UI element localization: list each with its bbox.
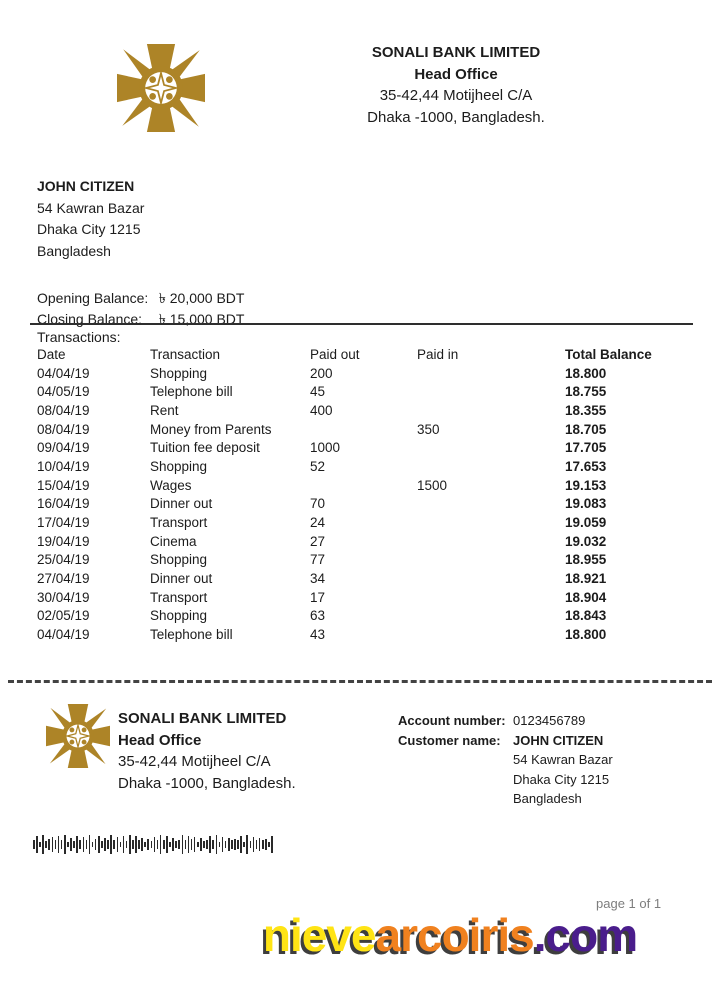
transactions-section-label: Transactions: <box>37 329 121 345</box>
barcode-bar <box>268 842 270 847</box>
table-cell: 17.653 <box>565 458 607 474</box>
table-cell: 19.153 <box>565 477 607 493</box>
table-cell: 25/04/19 <box>37 552 90 568</box>
table-cell: Dinner out <box>150 496 213 512</box>
table-cell: 18.755 <box>565 384 607 400</box>
barcode-bar <box>265 839 267 851</box>
barcode-bar <box>92 842 94 847</box>
table-cell <box>417 607 565 626</box>
barcode-bar <box>151 841 153 847</box>
table-cell: 17.705 <box>565 440 607 456</box>
table-cell <box>417 364 565 383</box>
transactions-table <box>37 345 679 644</box>
table-cell: 18.955 <box>565 552 607 568</box>
footer-bank-block <box>118 708 296 794</box>
barcode <box>33 835 291 854</box>
table-cell: Tuition fee deposit <box>150 440 260 456</box>
table-cell: Cinema <box>150 533 197 549</box>
barcode-bar <box>182 835 184 853</box>
table-row <box>37 569 679 588</box>
table-cell: 34 <box>310 571 326 587</box>
footer-account-values <box>513 711 613 809</box>
table-row <box>37 420 679 439</box>
table-cell <box>417 569 565 588</box>
barcode-bar <box>117 837 119 852</box>
table-cell <box>310 420 417 439</box>
barcode-bar <box>138 840 140 850</box>
account-number-label: Account number: <box>398 713 506 728</box>
closing-balance-value: ৳ 15,000 BDT <box>158 311 245 327</box>
table-row <box>37 551 679 570</box>
closing-balance-label: Closing Balance: <box>37 311 143 327</box>
barcode-bar <box>101 841 103 847</box>
barcode-bar <box>45 841 47 847</box>
table-row <box>37 513 679 532</box>
table-cell: 18.800 <box>565 365 607 381</box>
barcode-bar <box>76 836 78 853</box>
watermark-part-com: .com <box>533 909 638 961</box>
table-cell: Shopping <box>150 552 208 568</box>
bank-logo-small <box>46 704 110 768</box>
opening-balance-value: ৳ 20,000 BDT <box>158 290 245 306</box>
barcode-bar <box>212 840 214 850</box>
table-cell: 19.083 <box>565 496 607 512</box>
col-header-paid-in: Paid in <box>417 346 459 362</box>
table-cell: Telephone bill <box>150 627 233 643</box>
barcode-bar <box>178 840 180 848</box>
table-row <box>37 457 679 476</box>
closing-balance-row <box>37 309 244 330</box>
table-cell: Telephone bill <box>150 384 233 400</box>
bank-logo <box>116 44 206 132</box>
barcode-bar <box>147 839 149 851</box>
barcode-bar <box>52 837 54 852</box>
table-cell <box>417 382 565 401</box>
barcode-bar <box>206 840 208 848</box>
barcode-bar <box>237 840 239 850</box>
table-row <box>37 364 679 383</box>
barcode-bar <box>259 838 261 851</box>
barcode-bar <box>222 837 224 852</box>
barcode-bar <box>95 839 97 851</box>
bank-address-line1: 35-42,44 Motijheel C/A <box>379 87 533 104</box>
col-header-total-balance: Total Balance <box>565 346 652 362</box>
barcode-bar <box>61 840 63 848</box>
table-cell: 15/04/19 <box>37 477 90 493</box>
table-cell: 52 <box>310 458 326 474</box>
barcode-bar <box>172 838 174 851</box>
table-row <box>37 588 679 607</box>
col-header-paid-out: Paid out <box>310 346 360 362</box>
barcode-bar <box>83 837 85 852</box>
table-cell: 04/05/19 <box>37 384 90 400</box>
barcode-bar <box>243 842 245 847</box>
table-cell: 18.355 <box>565 402 607 418</box>
barcode-bar <box>175 841 177 847</box>
table-cell: 18.800 <box>565 627 607 643</box>
barcode-bar <box>253 837 255 852</box>
bank-office: Head Office <box>414 65 498 83</box>
opening-balance-label: Opening Balance: <box>37 290 149 306</box>
table-cell: 30/04/19 <box>37 589 90 605</box>
bank-header <box>296 42 616 128</box>
table-cell: 19/04/19 <box>37 533 90 549</box>
table-cell: Transport <box>150 515 208 531</box>
barcode-bar <box>89 835 91 853</box>
barcode-bar <box>141 838 143 851</box>
table-cell: Shopping <box>150 458 208 474</box>
table-cell: Rent <box>150 402 179 418</box>
watermark-part-arcoiris: arcoiris <box>375 909 534 961</box>
footer-bank-office: Head Office <box>118 731 202 749</box>
table-cell: 27/04/19 <box>37 571 90 587</box>
table-cell: 08/04/19 <box>37 402 90 418</box>
customer-address-line1: 54 Kawran Bazar <box>37 199 145 216</box>
barcode-bar <box>48 839 50 851</box>
barcode-bar <box>73 841 75 847</box>
table-cell: 19.032 <box>565 533 607 549</box>
table-cell: 18.843 <box>565 608 607 624</box>
footer-account-labels <box>398 711 506 750</box>
table-cell: Money from Parents <box>150 421 272 437</box>
footer-customer-address-line3: Bangladesh <box>513 791 582 807</box>
table-cell: 04/04/19 <box>37 365 90 381</box>
barcode-bar <box>250 841 252 847</box>
barcode-bar <box>271 836 273 853</box>
table-header-row <box>37 345 679 364</box>
col-header-date: Date <box>37 346 66 362</box>
barcode-bar <box>39 842 41 847</box>
footer-bank-address-line1: 35-42,44 Motijheel C/A <box>118 753 271 770</box>
bank-address-line2: Dhaka -1000, Bangladesh. <box>367 108 545 126</box>
table-body <box>37 364 679 644</box>
table-cell: 24 <box>310 515 326 531</box>
table-cell <box>417 625 565 644</box>
account-number-value: 0123456789 <box>513 713 586 728</box>
table-row <box>37 495 679 514</box>
table-cell: 43 <box>310 627 326 643</box>
barcode-bar <box>86 840 88 850</box>
footer-customer-address-line2: Dhaka City 1215 <box>513 771 610 787</box>
barcode-bar <box>200 838 202 851</box>
barcode-bar <box>256 840 258 848</box>
table-cell: 16/04/19 <box>37 496 90 512</box>
barcode-bar <box>144 842 146 847</box>
barcode-bar <box>126 841 128 847</box>
barcode-bar <box>231 840 233 848</box>
table-cell <box>417 401 565 420</box>
customer-address-block <box>37 176 144 262</box>
barcode-bar <box>33 840 35 848</box>
barcode-bar <box>120 842 122 847</box>
table-row <box>37 625 679 644</box>
opening-balance-row <box>37 288 244 309</box>
barcode-bar <box>129 835 131 853</box>
table-cell <box>417 588 565 607</box>
page-indicator: page 1 of 1 <box>596 896 662 911</box>
table-cell: 200 <box>310 365 333 381</box>
barcode-bar <box>188 836 190 853</box>
barcode-bar <box>169 842 171 847</box>
barcode-bar <box>191 839 193 851</box>
barcode-bar <box>123 836 125 853</box>
barcode-bar <box>113 840 115 850</box>
barcode-bar <box>79 840 81 848</box>
table-cell: 04/04/19 <box>37 627 90 643</box>
barcode-bar <box>110 835 112 853</box>
footer-customer-name: JOHN CITIZEN <box>513 732 604 748</box>
table-cell: 350 <box>417 421 440 437</box>
customer-name: JOHN CITIZEN <box>37 178 135 194</box>
table-cell <box>417 438 565 457</box>
barcode-bar <box>240 836 242 853</box>
footer-bank-address-line2: Dhaka -1000, Bangladesh. <box>118 774 296 792</box>
table-cell: Shopping <box>150 365 208 381</box>
horizontal-divider <box>30 323 693 325</box>
table-cell: 17 <box>310 589 326 605</box>
table-cell <box>310 476 417 495</box>
barcode-bar <box>98 836 100 853</box>
table-cell: 09/04/19 <box>37 440 90 456</box>
barcode-bar <box>219 842 221 847</box>
table-cell: 18.904 <box>565 589 607 605</box>
barcode-bar <box>225 841 227 847</box>
barcode-bar <box>163 840 165 850</box>
barcode-bar <box>104 838 106 851</box>
col-header-transaction: Transaction <box>150 346 221 362</box>
barcode-bar <box>64 835 66 853</box>
sun-emblem-icon <box>116 44 206 132</box>
table-row <box>37 401 679 420</box>
table-cell <box>417 532 565 551</box>
table-cell: Wages <box>150 477 192 493</box>
table-cell <box>417 495 565 514</box>
table-cell: 63 <box>310 608 326 624</box>
table-cell: Dinner out <box>150 571 213 587</box>
table-cell: 45 <box>310 384 326 400</box>
table-row <box>37 607 679 626</box>
barcode-bar <box>160 835 162 853</box>
customer-name-label: Customer name: <box>398 732 501 748</box>
customer-address-line2: Dhaka City 1215 <box>37 221 141 237</box>
barcode-bar <box>166 836 168 853</box>
table-row <box>37 382 679 401</box>
barcode-bar <box>58 836 60 853</box>
barcode-bar <box>185 840 187 850</box>
table-cell: 400 <box>310 402 333 418</box>
table-row <box>37 438 679 457</box>
barcode-bar <box>135 836 137 853</box>
barcode-bar <box>67 842 69 847</box>
barcode-bar <box>228 838 230 851</box>
table-cell: 17/04/19 <box>37 515 90 531</box>
barcode-bar <box>203 841 205 847</box>
barcode-bar <box>154 837 156 852</box>
table-cell: 27 <box>310 533 326 549</box>
barcode-bar <box>132 840 134 848</box>
barcode-bar <box>209 836 211 853</box>
barcode-bar <box>70 838 72 851</box>
table-cell <box>417 457 565 476</box>
barcode-bar <box>246 835 248 853</box>
table-row <box>37 476 679 495</box>
barcode-bar <box>262 840 264 850</box>
barcode-bar <box>42 835 44 853</box>
watermark-logo <box>0 908 720 962</box>
table-cell: 02/05/19 <box>37 608 90 624</box>
barcode-bar <box>157 840 159 848</box>
table-cell: 18.921 <box>565 571 607 587</box>
barcode-bar <box>197 842 199 847</box>
bank-name: SONALI BANK LIMITED <box>371 44 541 61</box>
barcode-bar <box>55 840 57 850</box>
table-cell: 19.059 <box>565 515 607 531</box>
table-cell <box>417 513 565 532</box>
customer-address-line3: Bangladesh <box>37 242 111 259</box>
table-cell: 1500 <box>417 477 448 493</box>
dashed-separator <box>8 680 712 683</box>
barcode-bar <box>107 840 109 848</box>
watermark-part-nieve: nieve <box>262 909 376 961</box>
table-cell: 77 <box>310 552 326 568</box>
table-cell: 1000 <box>310 440 341 456</box>
table-cell: 10/04/19 <box>37 458 90 474</box>
footer-customer-address-line1: 54 Kawran Bazar <box>513 752 613 768</box>
footer-bank-name: SONALI BANK LIMITED <box>118 710 287 727</box>
table-cell: Transport <box>150 589 208 605</box>
table-cell <box>417 551 565 570</box>
barcode-bar <box>194 837 196 852</box>
table-cell: 08/04/19 <box>37 421 90 437</box>
barcode-bar <box>36 836 38 853</box>
table-cell: 18.705 <box>565 421 607 437</box>
table-row <box>37 532 679 551</box>
barcode-bar <box>234 839 236 851</box>
sun-emblem-icon <box>46 704 110 768</box>
table-cell: Shopping <box>150 608 208 624</box>
barcode-bar <box>216 835 218 853</box>
table-cell: 70 <box>310 496 326 512</box>
